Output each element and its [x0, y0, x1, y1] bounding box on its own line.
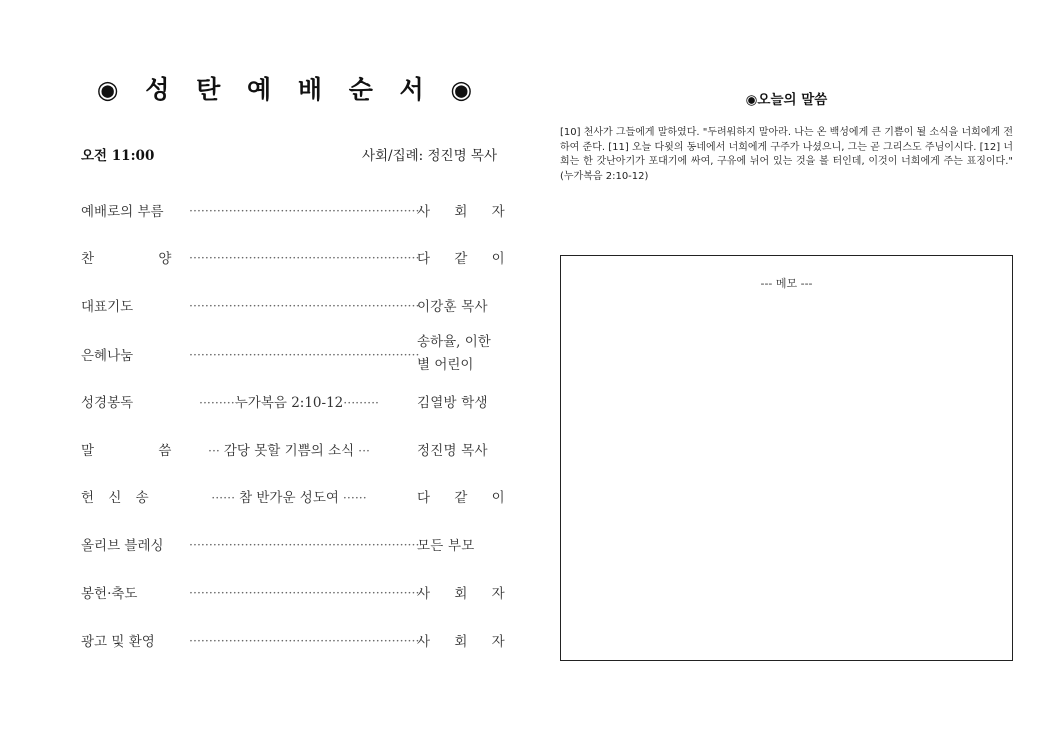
item-leader: 사 회 자: [417, 204, 515, 220]
item-detail: 누가복음 2:10-12: [234, 395, 344, 411]
order-row-call-to-worship: [81, 195, 515, 225]
item-leader: 송하율, 이한별 어린이: [417, 334, 491, 373]
item-label: 올리브 블레싱: [81, 538, 164, 554]
item-leader: 사 회 자: [417, 634, 515, 650]
item-label: 대표기도: [81, 299, 134, 315]
item-leader: 모든 부모: [417, 538, 475, 554]
item-leader: 김열방 학생: [417, 395, 488, 411]
dot-leader: ··························································: [189, 584, 420, 600]
item-label: 광고 및 환영: [81, 634, 155, 650]
item-detail: 참 반가운 성도여: [239, 490, 339, 506]
item-label: 예배로의 부름: [81, 204, 164, 220]
memo-box[interactable]: [560, 255, 1013, 661]
item-label: 말 씀: [81, 443, 202, 459]
item-label: 찬 양: [81, 251, 202, 267]
order-row-grace-sharing: [81, 328, 497, 380]
order-row-offering: [81, 577, 515, 607]
dot-leader: ··························································: [189, 632, 420, 648]
page-title: ◉ 성 탄 예 배 순 서 ◉: [96, 75, 482, 104]
scripture-text: [10] 천사가 그들에게 말하였다. "두려워하지 말아라. 나는 온 백성에게 큰 기쁨이 될 소식을 너희에게 전하여 준다. [11] 오늘 다윗의 동네에서 너희에게 구주가 나셨으니, 그는 곧 그리스도 주님이시다. [12] 너희는 한 갓난아기가 포대기에 싸여, 구유에 뉘어 있는 것을 볼 터인데, 이것이 너희에게 주는 표징이다." (누가복음 2:10-12): [560, 127, 1013, 182]
dot-leader: ··························································: [189, 346, 420, 362]
item-label: 봉헌·축도: [81, 586, 138, 602]
order-row-announcements: [81, 625, 515, 655]
item-leader: 다 같 이: [417, 490, 515, 506]
item-leader: 다 같 이: [417, 251, 515, 267]
dot-leader: ··························································: [189, 249, 420, 265]
order-row-sermon: 말 씀 ··· 감당 못할 기쁨의 소식 ··· 정진명 목사: [81, 434, 497, 464]
item-label: 은혜나눔: [81, 348, 134, 364]
item-leader: 정진명 목사: [417, 443, 488, 459]
service-time: 오전 11:00: [81, 148, 155, 164]
memo-label: --- 메모 ---: [760, 277, 813, 290]
item-detail: 감당 못할 기쁨의 소식: [223, 443, 355, 459]
dot-leader: ··························································: [189, 297, 420, 313]
order-row-praise: [81, 242, 515, 272]
order-row-olive-blessing: [81, 529, 497, 559]
dot-leader: ··························································: [189, 536, 420, 552]
item-leader: 이강훈 목사: [417, 299, 488, 315]
scripture-title: ◉오늘의 말씀: [745, 92, 828, 108]
order-row-dedication-song: 헌 신 송 ······ 참 반가운 성도여 ······ 다 같 이: [81, 481, 497, 511]
presider: 사회/집례: 정진명 목사: [361, 148, 497, 164]
item-label: 헌 신 송: [81, 490, 154, 506]
service-info: [81, 144, 497, 164]
item-leader: 사 회 자: [417, 586, 515, 602]
order-row-prayer: [81, 290, 497, 320]
dot-leader: ··························································: [189, 202, 420, 218]
item-label: 성경봉독: [81, 395, 134, 411]
order-row-scripture-reading: 성경봉독 ·········누가복음 2:10-12········· 김열방 학생: [81, 386, 497, 416]
